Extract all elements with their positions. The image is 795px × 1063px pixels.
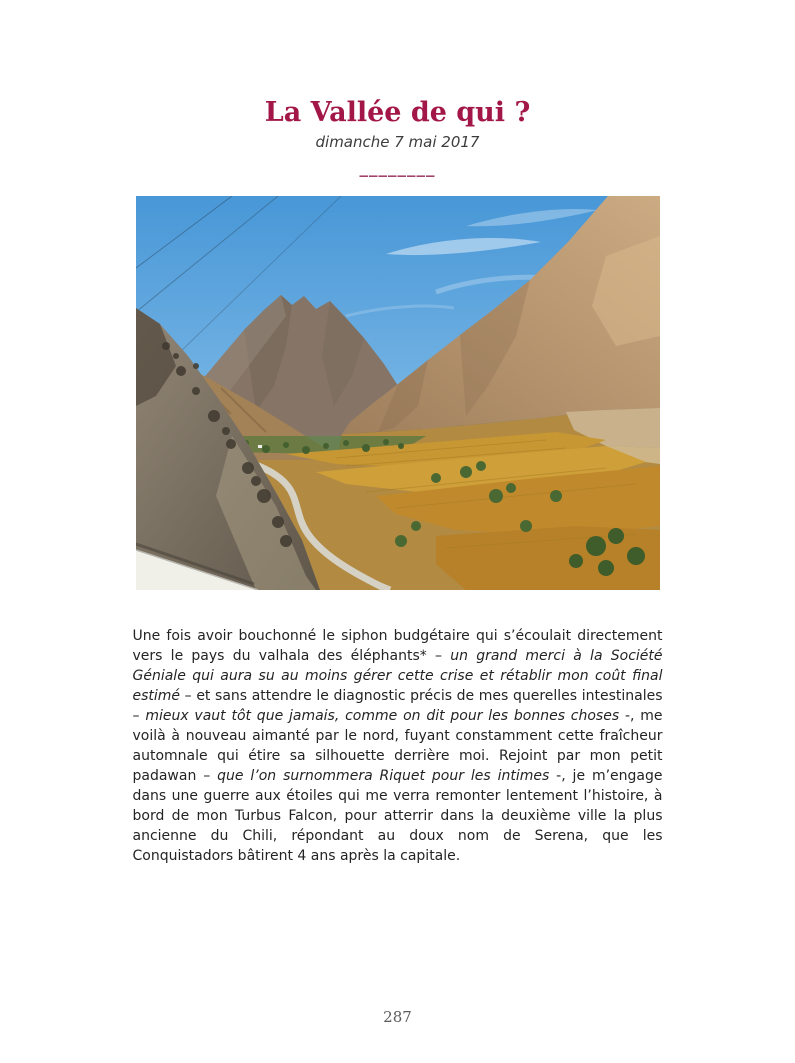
ornamental-divider: ________ — [359, 158, 436, 179]
page-title: La Vallée de qui ? — [264, 97, 531, 128]
text-run: mieux vaut tôt que jamais, comme on dit pour les bonnes choses — [145, 708, 620, 725]
text-run: que l’on surnommera Riquet pour les intimes — [217, 768, 550, 785]
page-content — [133, 0, 663, 866]
text-run: Une fois avoir bouchonné le siphon budgétaire qui s’écoulait directement vers le pays du valhala des éléphants* – — [132, 628, 663, 665]
valley-photo-illustration — [136, 196, 660, 590]
text-run: -, me voilà à nouveau aimanté par le nord, fuyant constamment cette fraîcheur automnale qui étire sa silhouette derrière moi. Rejoint par mon petit padawan – — [132, 708, 663, 785]
post-date: dimanche 7 mai 2017 — [315, 133, 480, 152]
text-run: -, je m’engage dans une guerre aux étoiles qui me verra remonter lentement l’histoire, à bord de mon Turbus Falcon, pour atterrir dans la deuxième ville la plus ancienne du Chili, répondant au doux nom de Serena, que les Conquistadors bâtirent 4 ans après la capitale. — [132, 768, 663, 865]
text-run: un grand merci à la Société Géniale qui aura su au moins gérer cette crise et rétablir mon coût final estimé — [132, 648, 663, 705]
valley-landscape-photo — [136, 196, 660, 590]
page-number: 287 — [383, 1008, 412, 1026]
article-paragraph — [133, 626, 663, 866]
text-run: – et sans attendre le diagnostic précis de mes querelles intestinales – — [132, 688, 663, 725]
